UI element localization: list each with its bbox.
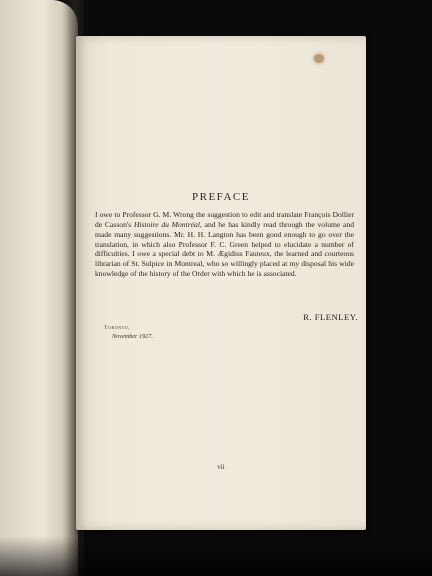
page-heading: PREFACE — [192, 191, 250, 203]
date-line: November 1927. — [112, 333, 153, 340]
book-page — [76, 36, 366, 530]
place-line: Toronto, — [104, 325, 131, 331]
foxing-stain — [314, 54, 324, 63]
page-number: vii — [217, 463, 225, 471]
preface-paragraph — [95, 210, 354, 279]
paragraph-text-end: , and he has kindly read through the volume and made many suggestions. Mr. H. H. Langton has been good enough to go over the translation, in which also Professor F. C. Green helped to elucidate a number of difficulties. I owe a special debt to M. Ægidius Fauteux, the learned and courteous librarian of St. Sulpice in Montreal, who so willingly placed at my disposal his wide knowledge of the history of the Order with which he is associated. — [95, 219, 355, 279]
bottom-shadow — [0, 536, 432, 576]
paragraph-text-start: I owe to Professor G. M. Wrong the suggestion to edit and translate François Dollier de Casson's — [95, 210, 354, 229]
book-title-italic: Histoire du Montréal — [133, 219, 200, 229]
author-signature: R. FLENLEY. — [303, 312, 358, 322]
